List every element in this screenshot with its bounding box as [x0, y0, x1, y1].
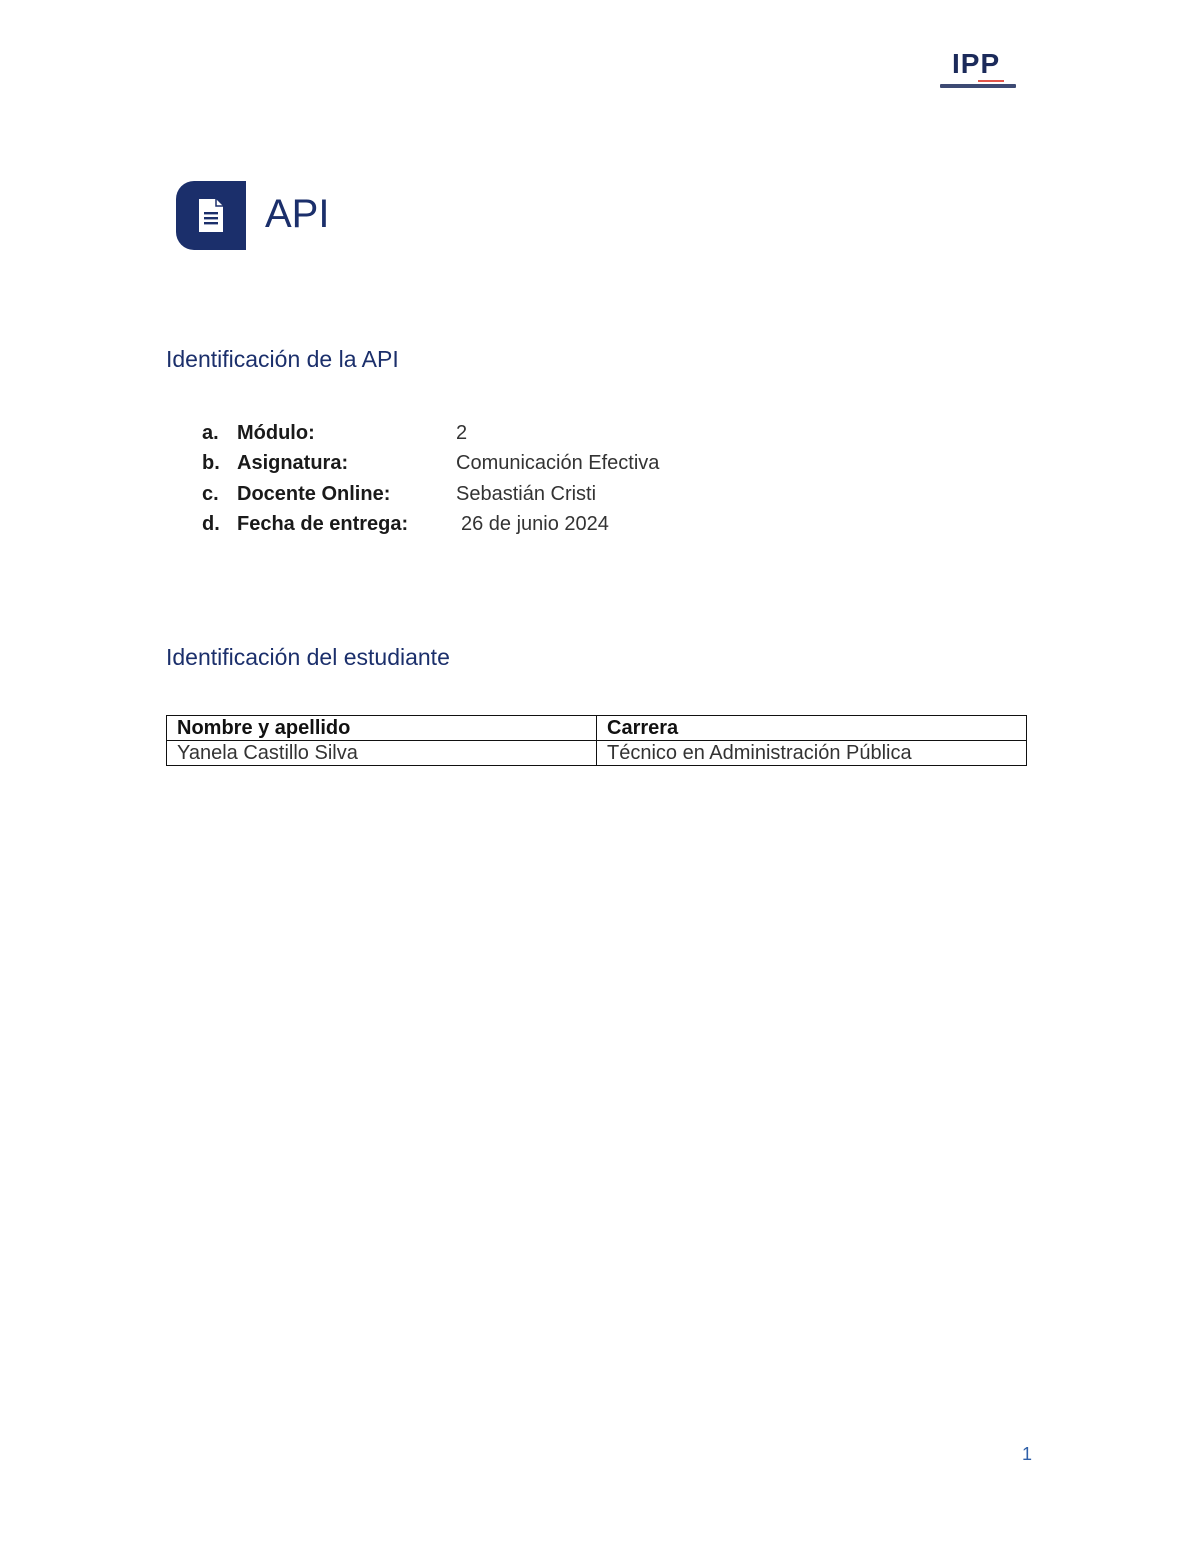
section-heading-api: Identificación de la API [166, 346, 399, 372]
info-item-letter: b. [202, 452, 220, 474]
table-header-row [167, 716, 1027, 741]
column-header-career: Carrera [597, 716, 1027, 741]
page-title: API [265, 192, 330, 236]
logo-subtext-mark [940, 82, 1018, 90]
info-item-letter: d. [202, 513, 220, 535]
table-cell-career: Técnico en Administración Pública [597, 741, 1027, 766]
info-item-value: 26 de junio 2024 [461, 513, 609, 535]
logo-text: IPP [952, 48, 1001, 79]
student-table [166, 715, 1027, 766]
info-item-label: Fecha de entrega: [237, 513, 409, 535]
document-icon [176, 181, 246, 250]
info-item-value: Comunicación Efectiva [456, 452, 660, 474]
column-header-name: Nombre y apellido [167, 716, 597, 741]
info-item-label: Módulo: [237, 422, 315, 444]
ipp-logo [940, 48, 1018, 92]
page-number: 1 [1022, 1444, 1033, 1464]
info-item-letter: a. [202, 422, 219, 444]
info-item-value: 2 [456, 422, 468, 444]
section-heading-student: Identificación del estudiante [166, 644, 450, 670]
info-item-label: Asignatura: [237, 452, 349, 474]
info-item-value: Sebastián Cristi [456, 483, 597, 505]
logo-subtext [940, 82, 1018, 93]
info-item-label: Docente Online: [237, 483, 391, 505]
info-item-letter: c. [202, 483, 219, 505]
table-cell-name: Yanela Castillo Silva [167, 741, 597, 766]
table-row [167, 741, 1027, 766]
